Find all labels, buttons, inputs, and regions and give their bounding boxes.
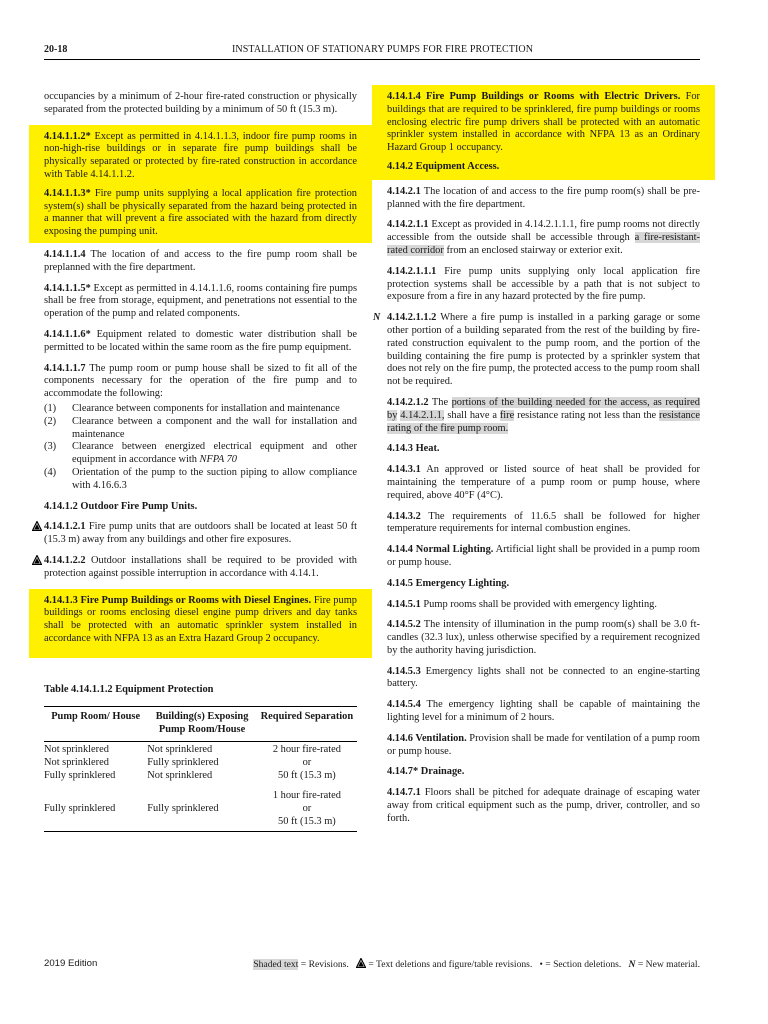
section-text: Fire pump units that are outdoors shall be located at least 50 ft (15.3 m) away from any buildings and other fire exposures. [44,521,357,546]
para-4-14-2-1 [387,186,700,212]
section-text: resistance rating not less than the [514,409,660,421]
shaded-revision: portions of the building needed for the access, as required by [387,396,700,421]
para-4-14-6 [387,733,700,759]
section-label: 4.14.5.4 [387,699,421,711]
section-text: Fire pump buildings or rooms enclosing diesel engine pump drivers and day tanks shall be protected with an automatic sprinkler system installed in accordance with NFPA 13 as an Extra Hazard Group 2 occupancy. [44,594,357,644]
para-4-14-1-1-2 [44,131,357,182]
page-number: 20-18 [44,44,68,55]
section-text: The location of and access to the fire pump room shall be preplanned with the fire department. [44,248,357,273]
section-label: 4.14.3.1 [387,464,421,476]
section-text: An approved or listed source of heat shall be provided for maintaining the temperature of a pump room or pump house, where required, above 40°F (4°C). [387,464,700,501]
section-text: Equipment related to domestic water distribution shall be permitted to be located within the same room as the fire pump equipment. [44,328,357,353]
right-column [373,91,701,834]
section-label: 4.14.1.1.6* [44,328,91,340]
list-text: Orientation of the pump to the suction piping to allow compliance with 4.16.6.3 [72,466,357,491]
heading-4-14-2: 4.14.2 Equipment Access. [387,160,500,172]
para-4-14-1-2-2 [44,555,357,581]
section-label: 4.14.2.1.1.1 [387,265,437,277]
para-4-14-3-1 [387,464,700,502]
list-item [44,416,357,442]
section-text: from an enclosed stairway or exterior exit. [443,244,623,256]
highlight-block-2 [29,589,372,658]
para-4-14-3-2 [387,511,700,537]
table-row [44,784,357,831]
para-4-14-2-1-1-1 [387,266,700,304]
requirements-list [44,403,357,493]
delta-icon [32,555,42,569]
section-heading: 4.14.6 Ventilation. [387,732,467,744]
table-header: Required Separation [257,707,357,742]
section-text: Fire pump units supplying a local application fire protection system(s) shall be physically separated from the hazard being protected in a manner that will prevent a fire associated with the hazard from directly exposing the pumping unit. [44,187,357,238]
shaded-revision: 4.14.2.1.1, [400,409,445,421]
legend-text: = New material. [635,959,700,970]
list-number: (2) [44,415,57,427]
table-cell: Fully sprinklered [44,784,147,831]
section-text: For buildings that are required to be sprinklered, fire pump buildings or rooms enclosing electric fire pump drivers shall be protected with an automatic sprinkler system installed in accordance with NFPA 13 as an Ordinary Hazard Group 1 occupancy. [387,91,700,154]
section-label: 4.14.5.2 [387,619,421,631]
list-item [44,403,357,416]
para-4-14-5-3 [387,666,700,692]
highlight-block-1 [29,125,372,243]
list-number: (4) [44,466,57,478]
new-material-icon: N [373,312,381,324]
paragraph-continued: occupancies by a minimum of 2-hour fire-rated construction or physically separated from the protected building by a minimum of 50 ft (15.3 m). [44,91,357,115]
legend-text: = Revisions. [298,959,349,970]
equipment-protection-table [44,706,357,831]
list-number: (1) [44,402,57,414]
heading-4-14-3: 4.14.3 Heat. [387,443,440,455]
section-label: 4.14.1.2.1 [44,521,86,533]
section-text: The location of and access to the fire pump room(s) shall be pre-planned with the fire department. [387,185,700,210]
section-label: 4.14.1.2.2 [44,554,86,566]
table-cell: 2 hour fire-rated or 50 ft (15.3 m) [272,744,341,781]
legend-text: = Text deletions and figure/table revisions. [366,959,533,970]
list-number: (3) [44,441,57,453]
para-4-14-1-2-1 [44,521,357,547]
para-4-14-5-4 [387,699,700,725]
para-4-14-1-1-5 [44,283,357,321]
table-row [44,742,357,785]
list-item [44,441,357,467]
section-text: The requirements of 11.6.5 shall be followed for higher temperature requirements for internal combustion engines. [387,510,700,535]
section-label: 4.14.1.1.4 [44,248,86,260]
edition-label: 2019 Edition [44,958,98,969]
section-heading: 4.14.1.3 Fire Pump Buildings or Rooms with Diesel Engines. [44,594,312,606]
para-4-14-1-1-3 [44,188,357,239]
para-4-14-7-1 [387,787,700,825]
list-italic: NFPA 70 [199,454,237,466]
section-label: 4.14.2.1.1.2 [387,312,437,324]
running-title: INSTALLATION OF STATIONARY PUMPS FOR FIRE PROTECTION [232,44,534,55]
para-4-14-2-1-1-2 [373,312,700,389]
section-text: Emergency lights shall not be connected to an engine-starting battery. [387,665,700,690]
table-header: Building(s) Exposing Pump Room/House [147,707,257,742]
section-text: Floors shall be pitched for adequate drainage of escaping water away from critical equipment such as the pump, driver, controller, and so forth. [387,787,700,824]
para-4-14-4 [387,544,700,570]
section-label: 4.14.5.3 [387,665,421,677]
section-label: 4.14.1.1.2* [44,130,91,142]
para-4-14-2-1-2 [387,397,700,435]
section-label: 4.14.5.1 [387,598,421,610]
list-text: Clearance between components for installation and maintenance [72,402,340,414]
section-text: The emergency lighting shall be capable of maintaining the lighting level for a minimum of 2 hours. [387,699,700,724]
section-label: 4.14.2.1.2 [387,396,429,408]
section-heading: 4.14.4 Normal Lighting. [387,544,494,556]
table-cell: 1 hour fire-rated or 50 ft (15.3 m) [257,784,357,831]
section-text: The intensity of illumination in the pump room(s) shall be 3.0 ft-candles (32.3 lux), unless otherwise specified by a requirement recognized by the authority having jurisdiction. [387,619,700,656]
section-label: 4.14.1.1.5* [44,282,91,294]
heading-4-14-1-2: 4.14.1.2 Outdoor Fire Pump Units. [44,500,198,512]
section-text: The pump room or pump house shall be sized to fit all of the components necessary for the operation of the fire pump and to accommodate the following: [44,362,357,400]
heading-4-14-7: 4.14.7* Drainage. [387,766,465,778]
section-text: Except as permitted in 4.14.1.1.3, indoor fire pump rooms in non-high-rise buildings or in separate fire pump buildings shall be physically separated or protected by fire-rated construction in accordance with Table 4.14.1.1.2. [44,130,357,180]
section-label: 4.14.2.1 [387,185,421,197]
delta-icon [356,959,366,970]
legend-text: = Section deletions. [542,959,622,970]
list-item [44,467,357,493]
left-column [44,91,357,832]
delta-icon [32,521,42,535]
para-4-14-5-2 [387,619,700,657]
legend-shaded-sample: Shaded text [253,959,299,970]
new-material-icon: N [628,959,636,970]
section-text: Outdoor installations shall be required to be provided with protection against possible interruption in accordance with 4.14.1. [44,554,357,579]
para-4-14-1-4 [387,91,700,155]
section-text: Where a fire pump is installed in a parking garage or some other portion of a building separated from the rest of the building by fire-rated construction equivalent to the pump room, and the portion of the building containing the fire pump is protected by a sprinkler system that does not rely on the fire pump, the protected access to the pump room shall not be required. [387,312,700,388]
heading-4-14-5: 4.14.5 Emergency Lighting. [387,577,510,589]
section-text: Except as provided in 4.14.2.1.1.1, fire pump rooms not directly accessible from the outside shall be accessible through [387,219,700,244]
table-cell: Not sprinklered Not sprinklered Fully sprinklered [44,744,116,781]
section-text: Artificial light shall be provided in a pump room or pump house. [387,544,701,568]
page-header [44,43,700,60]
section-text: shall have a [444,409,500,421]
shaded-revision: a fire-resistant-rated corridor [387,232,700,256]
shaded-revision: fire [499,409,515,421]
section-text: Fire pump units supplying only local application fire protection systems shall be accessible by a path that is not subject to exposure from a fire in any hazard protected by the fire pump. [387,265,700,303]
table-header: Pump Room/ House [44,707,147,742]
bullet-icon: • [539,959,543,970]
para-4-14-2-1-1 [387,219,700,257]
highlight-block-3 [372,85,715,180]
legend [253,958,700,970]
section-heading: 4.14.1.4 Fire Pump Buildings or Rooms with Electric Drivers. [387,91,681,102]
section-label: 4.14.1.1.3* [44,187,91,199]
list-text: Clearance between energized electrical equipment and other equipment in accordance with [72,441,357,466]
para-4-14-1-3 [44,595,357,646]
section-label: 4.14.3.2 [387,510,421,522]
shaded-revision: resistance rating of the fire pump room. [387,409,700,434]
section-text: Except as permitted in 4.14.1.1.6, rooms containing fire pumps shall be free from storage, equipment, and penetrations not essential to the operation of the pump and related components. [44,282,357,320]
para-4-14-1-1-7 [44,363,357,401]
para-4-14-1-1-6 [44,329,357,355]
section-label: 4.14.7.1 [387,787,421,799]
section-label: 4.14.1.1.7 [44,362,86,374]
list-text: Clearance between a component and the wall for installation and maintenance [72,415,357,440]
table-caption: Table 4.14.1.1.2 Equipment Protection [44,683,214,695]
section-text: Provision shall be made for ventilation of a pump room or pump house. [387,732,700,757]
table-cell: Not sprinklered Fully sprinklered Not sprinklered [147,744,219,781]
para-4-14-1-1-4 [44,249,357,275]
section-label: 4.14.2.1.1 [387,219,429,231]
section-text: The [431,396,452,408]
para-4-14-5-1 [387,599,700,612]
table-cell: Fully sprinklered [147,784,257,831]
section-text: Pump rooms shall be provided with emergency lighting. [423,598,657,610]
